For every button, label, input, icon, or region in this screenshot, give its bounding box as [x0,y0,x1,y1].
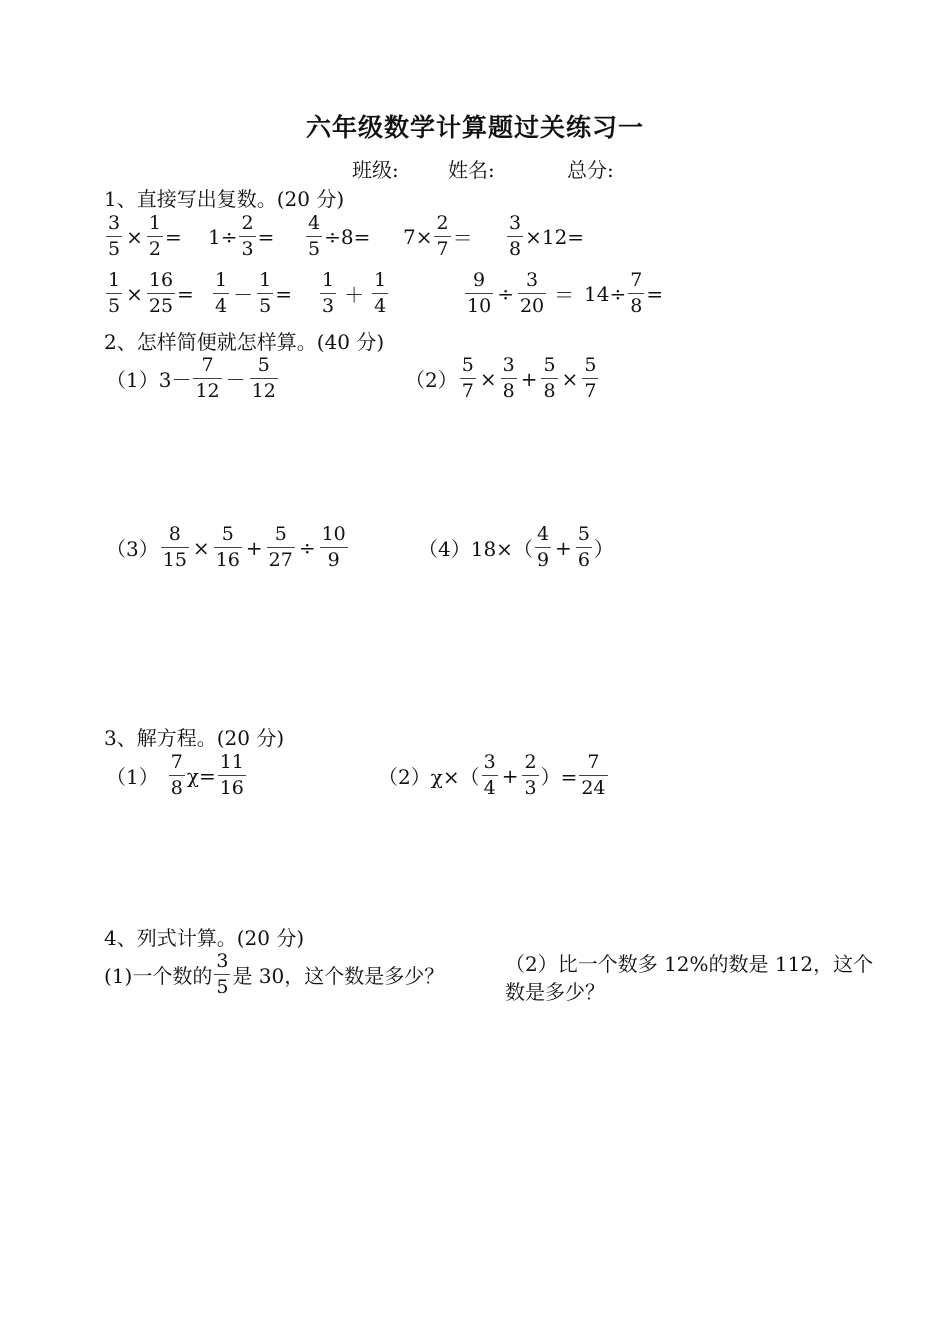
s3-q1 [106,753,248,798]
s1-r1-p2 [208,214,274,259]
s1-r2-p3 [318,271,390,316]
fraction: $\frac{5}{7}$ [584,354,597,402]
equals: = [257,224,275,249]
prefix: 3－ [158,368,192,392]
fraction: $\frac{1}{5}$ [108,269,121,317]
fraction: $\frac{7}{24}$ [581,751,606,799]
prefix: 18×（ [470,537,533,561]
fraction: $\frac{1}{2}$ [148,212,161,260]
fraction: $\frac{10}{9}$ [321,523,346,571]
fraction: $\frac{7}{12}$ [195,354,220,402]
suffix: 是 30，这个数是多少？ [232,964,445,988]
fraction: $\frac{5}{12}$ [251,354,276,402]
fraction: $\frac{5}{8}$ [543,354,556,402]
question-label: （3） [106,537,159,561]
fraction: $\frac{2}{7}$ [436,212,449,260]
s1-r2-p5 [584,271,663,316]
question-label: （4） [418,537,471,561]
operator: － [233,283,254,307]
prefix: 1÷ [208,224,238,249]
prefix: (1)一个数的 [104,964,213,988]
fraction: $\frac{3}{5}$ [108,212,121,260]
s1-r2-p4 [463,271,576,316]
fraction: $\frac{7}{8}$ [630,269,643,317]
operator: ÷ [298,535,316,560]
fraction: $\frac{2}{3}$ [524,751,537,799]
equals: = [164,224,182,249]
s1-r1-p4 [403,214,473,259]
s3-q2 [378,753,610,798]
equals: = [646,281,664,306]
fraction: $\frac{16}{25}$ [148,269,174,317]
equals: = [177,281,194,306]
s4-q2: （2）比一个数多 12%的数是 112，这个数是多少？ [505,952,874,1004]
fraction: $\frac{1}{3}$ [322,269,335,317]
s1-r1-p1 [104,214,182,259]
fraction: $\frac{8}{15}$ [162,523,187,571]
operator: － [225,368,246,392]
section-4-heading: 4、列式计算。(20 分) [104,926,305,950]
fraction: $\frac{1}{4}$ [374,269,387,317]
s2-q4 [418,525,614,570]
operator: × [126,224,143,249]
fraction: $\frac{5}{6}$ [577,523,590,571]
fraction: $\frac{3}{4}$ [483,751,496,799]
operator: + [501,763,519,788]
section-2-heading: 2、怎样简便就怎样算。(40 分) [104,330,385,354]
suffix: ×12= [525,224,585,249]
fraction: $\frac{3}{5}$ [216,950,229,998]
fraction: $\frac{3}{20}$ [519,269,545,317]
suffix: ÷8= [324,224,371,249]
operator: × [126,281,143,306]
suffix: ） [593,537,614,561]
operator: ＋ [344,283,365,307]
fraction: $\frac{9}{10}$ [467,269,492,317]
name-label: 姓名: [448,158,495,182]
operator: × [479,366,497,391]
fraction: $\frac{1}{5}$ [259,269,272,317]
question-label: （2） [405,368,458,392]
prefix: χ×（ [430,765,480,789]
s1-r2-p1 [104,271,194,316]
section-3-heading: 3、解方程。(20 分) [104,726,285,750]
s2-q1 [106,356,280,401]
fraction: $\frac{1}{4}$ [215,269,228,317]
score-label: 总分: [567,158,614,182]
prefix: 14÷ [584,281,627,306]
fraction: $\frac{7}{8}$ [170,751,183,799]
question-label: （1） [106,368,159,392]
equation-mid: χ= [186,763,216,788]
prefix: 7× [403,224,433,249]
operator: ÷ [497,281,514,306]
fraction: $\frac{2}{3}$ [241,212,254,260]
equation-mid: ）= [540,765,578,789]
equals: = [275,281,292,306]
fraction: $\frac{3}{8}$ [509,212,522,260]
s1-r1-p5 [505,214,584,259]
operator: + [245,535,263,560]
operator: × [561,366,579,391]
fraction: $\frac{11}{16}$ [219,751,244,799]
fraction: $\frac{5}{16}$ [215,523,240,571]
s2-q3 [106,525,350,570]
operator: + [555,535,572,560]
fraction: $\frac{3}{8}$ [502,354,515,402]
question-label: （2） [378,765,431,789]
operator: + [520,366,538,391]
fraction: $\frac{4}{9}$ [536,523,550,571]
page-title: 六年级数学计算题过关练习一 [305,113,644,142]
question-label: （1） [106,765,159,789]
operator: × [192,535,210,560]
s2-q2 [405,356,600,401]
s1-r2-p2 [211,271,292,316]
fraction: $\frac{5}{7}$ [461,354,474,402]
equals: ＝ [554,283,575,307]
s1-r1-p3 [304,214,370,259]
fraction: $\frac{4}{5}$ [308,212,321,260]
fraction: $\frac{5}{27}$ [268,523,293,571]
class-label: 班级: [352,158,399,182]
section-1-heading: 1、直接写出复数。(20 分) [104,187,345,211]
s4-q1 [104,952,444,997]
equals: ＝ [452,226,473,250]
